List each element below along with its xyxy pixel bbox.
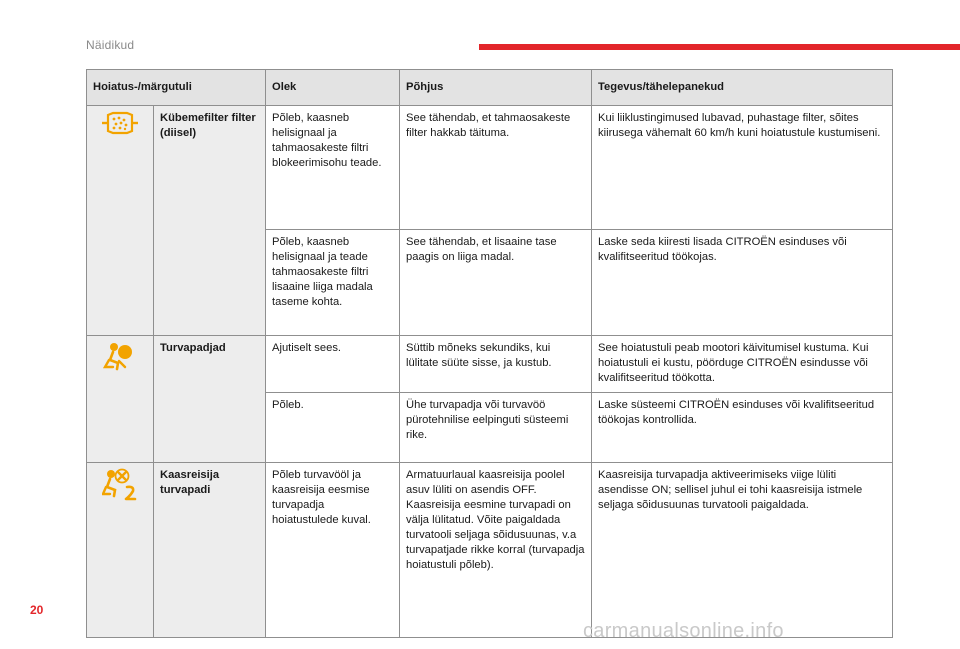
table-row bbox=[87, 106, 893, 230]
passenger-airbag-off-icon bbox=[93, 468, 147, 502]
watermark: carmanualsonline.info bbox=[583, 620, 784, 642]
action-cell: Laske seda kiiresti lisada CITROËN esinduses või kvalifitseeritud töökojas. bbox=[592, 230, 893, 336]
icon-cell bbox=[87, 463, 154, 638]
warning-light-name: Turvapadjad bbox=[154, 336, 266, 463]
icon-cell bbox=[87, 336, 154, 463]
table-header-row bbox=[87, 70, 893, 106]
particle-filter-icon bbox=[93, 111, 147, 135]
header-accent-bar bbox=[479, 44, 960, 50]
action-cell: Kui liiklustingimused lubavad, puhastage filter, sõites kiirusega vähemalt 60 km/h kuni hoiatustule kustumiseni. bbox=[592, 106, 893, 230]
table-row bbox=[87, 463, 893, 638]
action-cell: Kaasreisija turvapadja aktiveerimiseks viige lüliti asendisse ON; sellisel juhul ei tohi kaasreisija istmele seljaga sõidusuunas turvatooli paigaldada. bbox=[592, 463, 893, 638]
state-cell: Põleb. bbox=[266, 393, 400, 463]
warning-lights-table bbox=[86, 69, 893, 638]
column-header-action: Tegevus/tähelepanekud bbox=[592, 70, 893, 106]
action-cell: See hoiatustuli peab mootori käivitumisel kustuma. Kui hoiatustuli ei kustu, pöörduge CITROËN esindusse või kvalifitseeritud töökotta. bbox=[592, 336, 893, 393]
column-header-cause: Põhjus bbox=[400, 70, 592, 106]
cause-cell: Armatuurlaual kaasreisija poolel asuv lüliti on asendis OFF. Kaasreisija eesmine turvapadi on välja lülitatud. Võite paigaldada turvatooli seljaga sõidusuunas, v.a turvapatjade rikke korral (turvapadja hoiatustuli põleb). bbox=[400, 463, 592, 638]
airbag-icon bbox=[93, 341, 147, 371]
state-cell: Põleb, kaasneb helisignaal ja teade tahmaosakeste filtri lisaaine liiga madala taseme kohta. bbox=[266, 230, 400, 336]
cause-cell: See tähendab, et tahmaosakeste filter hakkab täituma. bbox=[400, 106, 592, 230]
icon-cell bbox=[87, 106, 154, 336]
warning-light-name: Kübemefilter filter (diisel) bbox=[154, 106, 266, 336]
cause-cell: Ühe turvapadja või turvavöö pürotehnilise eelpinguti süsteemi rike. bbox=[400, 393, 592, 463]
section-title: Näidikud bbox=[86, 38, 135, 52]
cause-cell: Süttib mõneks sekundiks, kui lülitate süüte sisse, ja kustub. bbox=[400, 336, 592, 393]
warning-light-name: Kaasreisija turvapadi bbox=[154, 463, 266, 638]
table-row bbox=[87, 336, 893, 393]
page-number: 20 bbox=[30, 603, 44, 617]
column-header-state: Olek bbox=[266, 70, 400, 106]
column-header-warning-light: Hoiatus-/märgutuli bbox=[87, 70, 266, 106]
action-cell: Laske süsteemi CITROËN esinduses või kvalifitseeritud töökojas kontrollida. bbox=[592, 393, 893, 463]
state-cell: Põleb turvavööl ja kaasreisija eesmise turvapadja hoiatustulede kuval. bbox=[266, 463, 400, 638]
state-cell: Ajutiselt sees. bbox=[266, 336, 400, 393]
state-cell: Põleb, kaasneb helisignaal ja tahmaosakeste filtri blokeerimisohu teade. bbox=[266, 106, 400, 230]
cause-cell: See tähendab, et lisaaine tase paagis on liiga madal. bbox=[400, 230, 592, 336]
